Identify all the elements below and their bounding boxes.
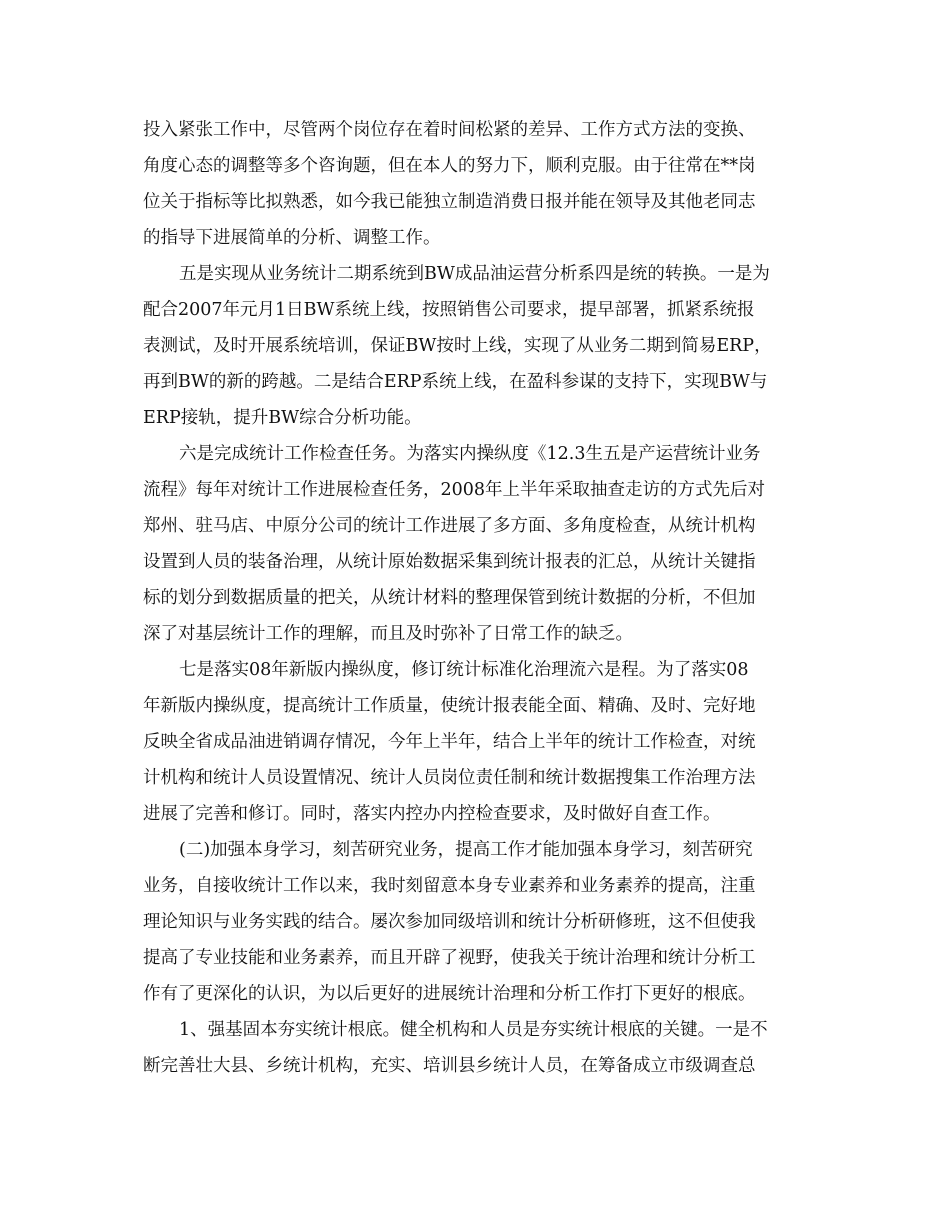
text-line: 标的划分到数据质量的把关，从统计材料的整理保管到统计数据的分析，不但加 — [143, 588, 756, 608]
text-line: 提高了专业技能和业务素养，而且开辟了视野，使我关于统计治理和统计分析工 — [143, 948, 756, 968]
text-line: 的指导下进展简单的分析、调整工作。 — [143, 228, 441, 248]
text-line: 作有了更深化的认识，为以后更好的进展统计治理和分析工作打下更好的根底。 — [143, 984, 756, 1004]
text-line: 郑州、驻马店、中原分公司的统计工作进展了多方面、多角度检查，从统计机构 — [143, 516, 756, 536]
text-line: 反映全省成品油进销调存情况，今年上半年，结合上半年的统计工作检查，对统 — [143, 732, 756, 752]
text-line: 位关于指标等比拟熟悉，如今我已能独立制造消费日报并能在领导及其他老同志 — [143, 192, 756, 212]
text-line: 设置到人员的装备治理，从统计原始数据采集到统计报表的汇总，从统计关键指 — [143, 552, 756, 572]
text-line: 六是完成统计工作检查任务。为落实内操纵度《12.3生五是产运营统计业务 — [179, 444, 761, 464]
paragraph — [143, 436, 808, 652]
document-body — [143, 112, 808, 1084]
paragraph — [143, 1012, 808, 1084]
text-line: 理论知识与业务实践的结合。屡次参加同级培训和统计分析研修班，这不但使我 — [143, 912, 756, 932]
text-line: 再到BW的新的跨越。二是结合ERP系统上线，在盈科参谋的支持下，实现BW与 — [143, 372, 768, 392]
text-line: 深了对基层统计工作的理解，而且及时弥补了日常工作的缺乏。 — [143, 624, 633, 644]
text-line: 五是实现从业务统计二期系统到BW成品油运营分析系四是统的转换。一是为 — [179, 264, 770, 284]
paragraph — [143, 652, 808, 832]
text-line: 1、强基固本夯实统计根底。健全机构和人员是夯实统计根底的关键。一是不 — [179, 1020, 768, 1040]
text-line: 配合2007年元月1日BW系统上线，按照销售公司要求，提早部署，抓紧系统报 — [143, 300, 755, 320]
text-line: 角度心态的调整等多个咨询题，但在本人的努力下，顺利克服。由于往常在**岗 — [143, 156, 756, 176]
text-line: 年新版内操纵度，提高统计工作质量，使统计报表能全面、精确、及时、完好地 — [143, 696, 756, 716]
text-line: 断完善壮大县、乡统计机构，充实、培训县乡统计人员，在筹备成立市级调查总 — [143, 1056, 756, 1076]
text-line: 七是落实08年新版内操纵度，修订统计标准化治理流六是程。为了落实08 — [179, 660, 749, 680]
text-line: ERP接轨，提升BW综合分析功能。 — [143, 408, 422, 428]
text-line: 业务，自接收统计工作以来，我时刻留意本身专业素养和业务素养的提高，注重 — [143, 876, 756, 896]
paragraph — [143, 256, 808, 436]
text-line: 计机构和统计人员设置情况、统计人员岗位责任制和统计数据搜集工作治理方法 — [143, 768, 756, 788]
text-line: 投入紧张工作中，尽管两个岗位存在着时间松紧的差异、工作方式方法的变换、 — [143, 120, 756, 140]
text-line: (二)加强本身学习，刻苦研究业务，提高工作才能加强本身学习，刻苦研究 — [179, 840, 753, 860]
text-line: 流程》每年对统计工作进展检查任务，2008年上半年采取抽查走访的方式先后对 — [143, 480, 766, 500]
text-line: 进展了完善和修订。同时，落实内控办内控检查要求，及时做好自查工作。 — [143, 804, 721, 824]
paragraph — [143, 112, 808, 256]
paragraph — [143, 832, 808, 1012]
text-line: 表测试，及时开展系统培训，保证BW按时上线，实现了从业务二期到简易ERP， — [143, 336, 772, 356]
